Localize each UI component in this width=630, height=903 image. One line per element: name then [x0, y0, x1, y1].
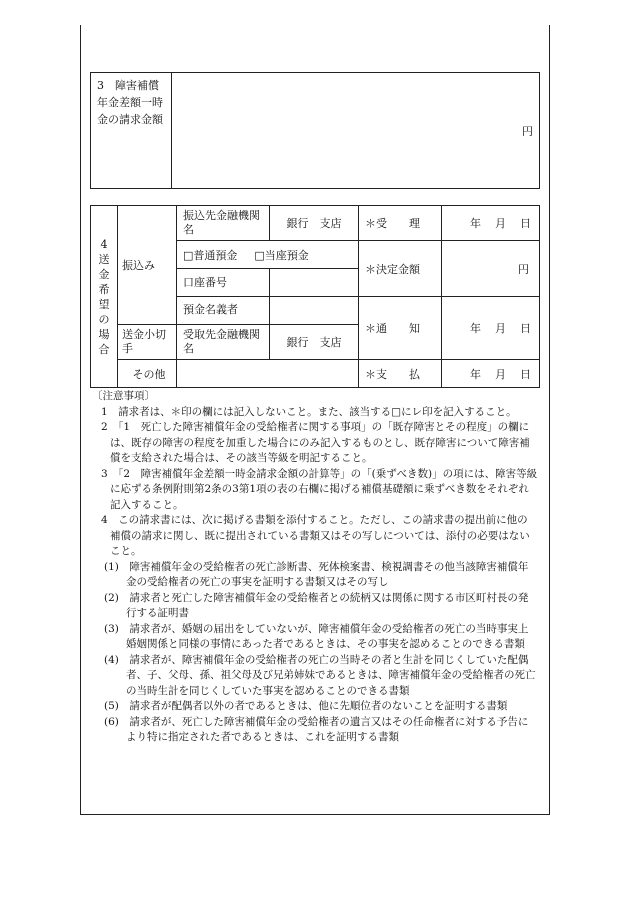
account-number-label: 口座番号 [177, 269, 270, 297]
remittance-title: 4送金希望の場合 [91, 206, 118, 388]
lump-sum-amount-table [90, 72, 540, 189]
current-deposit-checkbox[interactable]: □当座預金 [254, 248, 309, 262]
remittance-table [90, 205, 540, 388]
account-holder-field[interactable] [270, 296, 359, 324]
deposit-type-field[interactable] [177, 241, 359, 269]
account-holder-label: 預金名義者 [177, 296, 270, 324]
note-4-item-1: (1) 障害補償年金の受給権者の死亡診断書、死体検案書、検視調書その他当該障害補償年金の受給権者の死亡の事実を証明する書類又はその写し [104, 560, 529, 588]
decided-amount-label: ＊決定金額 [359, 241, 442, 297]
yen-unit: 円 [522, 124, 533, 138]
notes-heading: 〔注意事項〕 [92, 390, 155, 402]
notice-date-field[interactable]: 年 月 日 [442, 296, 540, 359]
notice-label: ＊通 知 [359, 296, 442, 359]
note-4-item-2: (2) 請求者と死亡した障害補償年金の受給権者との続柄又は関係に関する市区町村長の発行する証明書 [104, 591, 529, 619]
note-2: 2 「1 死亡した障害補償年金の受給権者に関する事項」の「既存障害とその程度」の欄には、既存の障害の程度を加重した場合にのみ記入するものとし、既存障害について障害補償を支給された場合は、その該当等級を明記すること。 [101, 421, 530, 464]
postal-check-label: 送金小切手 [118, 324, 177, 359]
received-date-field[interactable]: 年 月 日 [442, 206, 540, 241]
lump-sum-amount-field[interactable] [172, 73, 540, 189]
other-label: その他 [118, 360, 177, 388]
bank-name-field[interactable]: 銀行 支店 [270, 206, 359, 241]
other-field[interactable] [177, 360, 359, 388]
note-4-item-6: (6) 請求者が、死亡した障害補償年金の受給権者の遺言又はその任命権者に対する予告により特に指定された者であるときは、これを証明する書類 [104, 715, 529, 743]
account-number-field[interactable] [270, 269, 359, 297]
payment-date-field[interactable]: 年 月 日 [442, 360, 540, 388]
ordinary-deposit-checkbox[interactable]: □普通預金 [183, 248, 238, 262]
receiver-bank-field[interactable]: 銀行 支店 [270, 324, 359, 359]
received-label: ＊受 理 [359, 206, 442, 241]
bank-transfer-label: 振込み [118, 206, 177, 325]
note-4: 4 この請求書には、次に掲げる書類を添付すること。ただし、この請求書の提出前に他の補償の請求に関し、既に提出されている書類又はその写しについては、添付の必要はないこと。 [101, 514, 530, 557]
receiver-bank-label: 受取先金融機関名 [177, 324, 270, 359]
decided-amount-field[interactable]: 円 [442, 241, 540, 297]
note-1: 1 請求者は、＊印の欄には記入しないこと。また、該当する□にレ印を記入すること。 [101, 405, 517, 418]
note-4-item-5: (5) 請求者が配偶者以外の者であるときは、他に先順位者のないことを証明する書類 [104, 700, 508, 712]
payment-label: ＊支 払 [359, 360, 442, 388]
note-4-item-4: (4) 請求者が、障害補償年金の受給権者の死亡の当時その者と生計を同じくしていた配偶者、子、父母、孫、祖父母及び兄弟姉妹であるときは、障害補償年金の受給権者の死亡の当時生計を同じくしていた事実を認めることのできる書類 [104, 653, 536, 697]
bank-name-label: 振込先金融機関名 [177, 206, 270, 241]
lump-sum-label: 3 障害補償年金差額一時金の請求金額 [91, 73, 172, 189]
notes-section [92, 389, 538, 746]
note-4-item-3: (3) 請求者が、婚姻の届出をしていないが、障害補償年金の受給権者の死亡の当時事実上婚姻関係と同様の事情にあった者であるときは、その事実を認めることのできる書類 [104, 622, 529, 650]
note-3: 3 「2 障害補償年金差額一時金請求金額の計算等」の「(乗ずべき数)」の項には、障害等級に応ずる条例附則第2条の3第1項の表の右欄に掲げる補償基礎額に乗ずべき数をそれぞれ記入すること。 [101, 467, 538, 511]
